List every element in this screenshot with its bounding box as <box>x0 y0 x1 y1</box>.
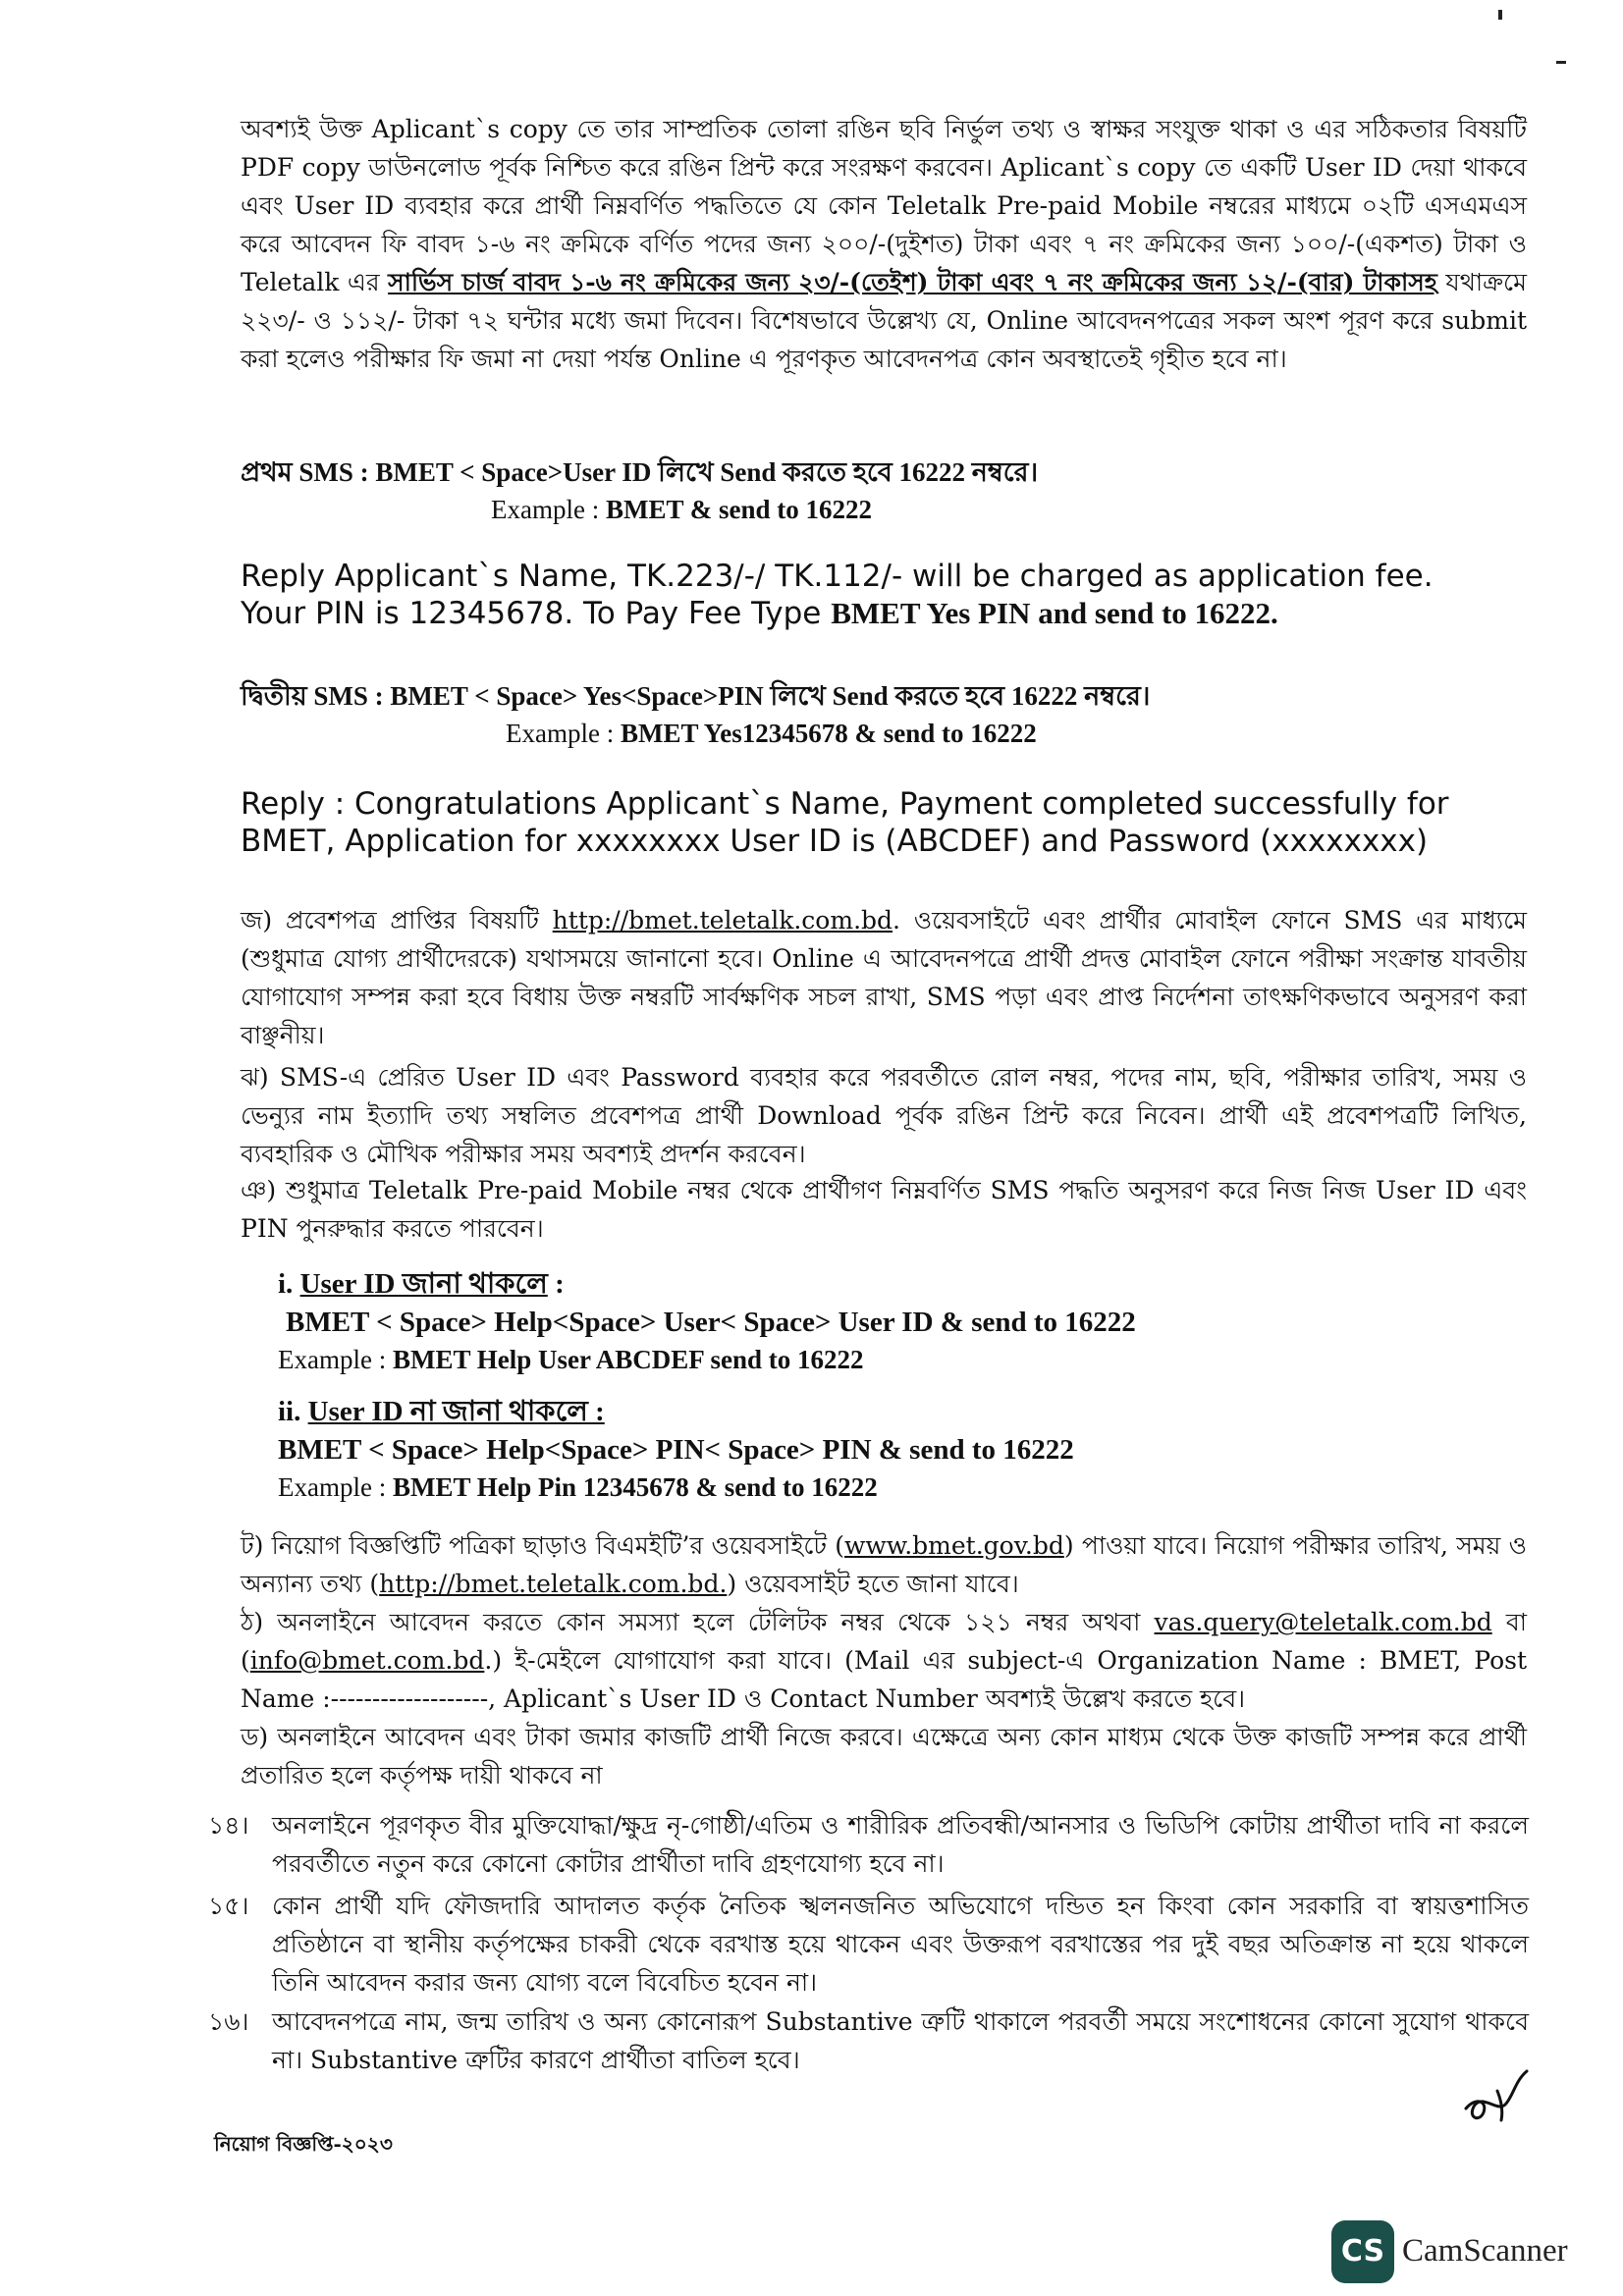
responsibility-paragraph <box>241 1718 1527 1794</box>
intro-text-2: যথাক্রমে ২২৩/- ও ১১২/- টাকা ৭২ ঘন্টার মধ্যে জমা দিবেন। বিশেষভাবে উল্লেখ্য যে, Online আবেদনপত্রের সকল অংশ পূরণ করে submit করা হলেও পরীক্ষার ফি জমা না দেয়া পর্যন্ত Online এ পূরণকৃত আবেদনপত্র কোন অবস্থাতেই গৃহীত হবে না। <box>241 268 1527 373</box>
tha-text-1: ঠ) অনলাইনে আবেদন করতে কোন সমস্যা হলে টেলিটক নম্বর থেকে ১২১ নম্বর অথবা <box>241 1608 1155 1636</box>
ja-text-2: . ওয়েবসাইটে এবং প্রার্থীর মোবাইল ফোনে SMS এর মাধ্যমে (শুধুমাত্র যোগ্য প্রার্থীদেরকে) যথাসময়ে জানানো হবে। Online এ আবেদনপত্রে প্রার্থী প্রদত্ত মোবাইল ফোনে পরীক্ষা সংক্রান্ত যাবতীয় যোগাযোগ সম্পন্ন করা হবে বিধায় উক্ত নম্বরটি সার্বক্ষণিক সচল রাখা, SMS পড়া এবং প্রাপ্ত নির্দেশনা তাৎক্ষণিকভাবে অনুসরণ করা বাঞ্ছনীয়। <box>241 906 1527 1049</box>
scan-mark <box>1556 61 1566 64</box>
example-label: Example : <box>491 495 606 524</box>
support-contact-paragraph <box>241 1603 1527 1718</box>
item-text: কোন প্রার্থী যদি ফৌজদারি আদালত কর্তৃক নৈতিক স্খলনজনিত অভিযোগে দন্ডিত হন কিংবা কোন সরকারি বা স্বায়ত্তশাসিত প্রতিষ্ঠানে বা স্থানীয় কর্তৃপক্ষের চাকরী থেকে বরখাস্ত হয়ে থাকেন এবং উক্তরূপ বরখাস্তের পর দুই বছর অতিক্রান্ত না হয়ে থাকলে তিনি আবেদন করার জন্য যোগ্য বলে বিবেচিত হবেন না। <box>272 1892 1529 1997</box>
example-label: Example : <box>506 719 621 748</box>
reply1-text: Your PIN is 12345678. To Pay Fee Type <box>241 596 832 631</box>
item-number: ১৬। <box>208 2007 249 2036</box>
reply1-command: BMET Yes PIN and send to 16222. <box>831 596 1278 630</box>
case1-heading <box>278 1264 1456 1304</box>
case2-example <box>278 1468 1456 1506</box>
da-text: ড) অনলাইনে আবেদন এবং টাকা জমার কাজটি প্রার্থী নিজে করবে। এক্ষেত্রে অন্য কোন মাধ্যম থেকে উক্ত কাজটি সম্পন্ন করে প্রার্থী প্রতারিত হলে কর্তৃপক্ষ দায়ী থাকবে না <box>241 1723 1527 1789</box>
recovery-paragraph <box>241 1171 1527 1248</box>
example-value: BMET Help Pin 12345678 & send to 16222 <box>392 1472 878 1502</box>
second-reply-block <box>241 785 1546 860</box>
case1-code: BMET < Space> Help<Space> User< Space> User ID & send to 16222 <box>286 1307 1136 1338</box>
ta-text-2: ) পাওয়া যাবে। নিয়োগ পরীক্ষার তারিখ, সময় ও অন্যান্য তথ্য ( <box>241 1531 1527 1598</box>
download-paragraph <box>241 1058 1527 1173</box>
case2-title: User ID না জানা থাকলে : <box>307 1396 605 1427</box>
notice-website-paragraph <box>241 1526 1527 1603</box>
signature-image <box>1458 2061 1546 2130</box>
nya-text: ঞ) শুধুমাত্র Teletalk Pre-paid Mobile নম্বর থেকে প্রার্থীগণ নিম্নবর্ণিত SMS পদ্ধতি অনুসরণ করে নিজ নিজ User ID এবং PIN পুনরুদ্ধার করতে পারবেন। <box>241 1176 1527 1243</box>
tha-text-2: বা ( <box>241 1608 1527 1675</box>
reply1-line2 <box>241 595 1537 632</box>
case2-code: BMET < Space> Help<Space> PIN< Space> PIN & send to 16222 <box>278 1434 1074 1466</box>
second-sms-example <box>241 715 1527 752</box>
second-sms-line: দ্বিতীয় SMS : BMET < Space> Yes<Space>PIN লিখে Send করতে হবে 16222 নম্বরে। <box>241 681 1151 711</box>
bmet-website-link[interactable]: www.bmet.gov.bd <box>844 1531 1064 1560</box>
camscanner-watermark-text: CamScanner <box>1402 2233 1568 2269</box>
case1-example <box>278 1341 1456 1378</box>
ta-text-1: ট) নিয়োগ বিজ্ঞপ্তিটি পত্রিকা ছাড়াও বিএমইটি’র ওয়েবসাইটে ( <box>241 1531 844 1560</box>
item-number: ১৪। <box>208 1811 249 1840</box>
scan-mark <box>1498 10 1502 20</box>
footer-label: নিয়োগ বিজ্ঞপ্তি-২০২৩ <box>214 2132 393 2156</box>
item-text: অনলাইনে পূরণকৃত বীর মুক্তিযোদ্ধা/ক্ষুদ্র নৃ-গোষ্ঠী/এতিম ও শারীরিক প্রতিবন্ধী/আনসার ও ভিডিপি কোটায় প্রার্থীতা দাবি না করলে পরবর্তীতে নতুন করে কোনো কোটার প্রার্থীতা দাবি গ্রহণযোগ্য হবে না। <box>272 1811 1529 1878</box>
bmet-email-link[interactable]: info@bmet.com.bd <box>249 1646 485 1675</box>
reply2-line1: Reply : Congratulations Applicant`s Name, Payment completed successfully for <box>241 786 1449 822</box>
intro-text-1: অবশ্যই উক্ত Aplicant`s copy তে তার সাম্প্রতিক তোলা রঙিন ছবি নির্ভুল তথ্য ও স্বাক্ষর সংযুক্ত থাকা ও এর সঠিকতার বিষয়টি PDF copy ডাউনলোড পূর্বক নিশ্চিত করে রঙিন প্রিন্ট করে সংরক্ষণ করবেন। Aplicant`s copy তে একটি User ID দেয়া থাকবে এবং User ID ব্যবহার করে প্রার্থী নিম্নবর্ণিত পদ্ধতিতে যে কোন Teletalk Pre-paid Mobile নম্বরের মাধ্যমে ০২টি এসএমএস করে আবেদন ফি বাবদ ১-৬ নং ক্রমিকে বর্ণিত পদের জন্য ২০০/-(দুইশত) টাকা এবং ৭ নং ক্রমিকের জন্য ১০০/-(একশত) টাকা ও Teletalk এর <box>241 115 1527 296</box>
case1-num: i. <box>278 1268 300 1300</box>
item-text: আবেদনপত্রে নাম, জন্ম তারিখ ও অন্য কোনোরূপ Substantive ত্রুটি থাকালে পরবর্তী সময়ে সংশোধনের কোনো সুযোগ থাকবে না। Substantive ত্রুটির কারণে প্রার্থীতা বাতিল হবে। <box>272 2007 1529 2074</box>
ja-text-1: জ) প্রবেশপত্র প্রাপ্তির বিষয়টি <box>241 906 553 934</box>
first-sms-example <box>241 491 1527 528</box>
vas-query-email-link[interactable]: vas.query@teletalk.com.bd <box>1154 1608 1492 1636</box>
ta-text-3: ) ওয়েবসাইট হতে জানা যাবে। <box>727 1570 1019 1598</box>
fee-instruction-paragraph <box>241 110 1527 378</box>
teletalk-website-link[interactable]: http://bmet.teletalk.com.bd. <box>379 1570 728 1598</box>
reply2-line2: BMET, Application for xxxxxxxx User ID is (ABCDEF) and Password (xxxxxxxx) <box>241 824 1429 859</box>
first-sms-line: প্রথম SMS : BMET < Space>User ID লিখে Send করতে হবে 16222 নম্বরে। <box>241 457 1039 487</box>
item-number: ১৫। <box>208 1892 249 1920</box>
service-charge-text: সার্ভিস চার্জ বাবদ ১-৬ নং ক্রমিকের জন্য ২৩/-(তেইশ) টাকা এবং ৭ নং ক্রমিকের জন্য ১২/-(বার) টাকাসহ <box>388 268 1437 296</box>
teletalk-link[interactable]: http://bmet.teletalk.com.bd <box>552 906 893 934</box>
example-value: BMET Help User ABCDEF send to 16222 <box>392 1345 864 1374</box>
user-id-known-block <box>278 1264 1456 1378</box>
tha-text-3: .) ই-মেইলে যোগাযোগ করা যাবে। (Mail এর subject-এ Organization Name : BMET, Post Name :-------------------, Aplicant`s User ID ও Contact Number অবশ্যই উল্লেখ করতে হবে। <box>241 1646 1527 1713</box>
jha-text: ঝ) SMS-এ প্রেরিত User ID এবং Password ব্যবহার করে পরবর্তীতে রোল নম্বর, পদের নাম, ছবি, পরীক্ষার তারিখ, সময় ও ভেন্যুর নাম ইত্যাদি তথ্য সম্বলিত প্রবেশপত্র প্রার্থী Download পূর্বক রঙিন প্রিন্ট করে নিবেন। প্রার্থী এই প্রবেশপত্রটি লিখিত, ব্যবহারিক ও মৌখিক পরীক্ষার সময় অবশ্যই প্রদর্শন করবেন। <box>241 1063 1527 1168</box>
example-label: Example : <box>278 1345 393 1374</box>
user-id-unknown-block <box>278 1392 1456 1506</box>
first-sms-block <box>241 454 1527 528</box>
camscanner-logo-icon: CS <box>1331 2220 1394 2283</box>
example-label: Example : <box>278 1472 393 1502</box>
case1-colon: : <box>547 1268 565 1300</box>
example-value: BMET Yes12345678 & send to 16222 <box>620 719 1037 748</box>
second-sms-block <box>241 677 1527 752</box>
case1-title: User ID জানা থাকলে <box>299 1268 548 1300</box>
case2-num: ii. <box>278 1396 308 1427</box>
example-value: BMET & send to 16222 <box>605 495 872 524</box>
first-reply-block <box>241 558 1537 632</box>
case2-heading <box>278 1392 1456 1431</box>
reply1-line1: Reply Applicant`s Name, TK.223/-/ TK.112/- will be charged as application fee. <box>241 559 1434 594</box>
admit-card-paragraph <box>241 901 1527 1054</box>
